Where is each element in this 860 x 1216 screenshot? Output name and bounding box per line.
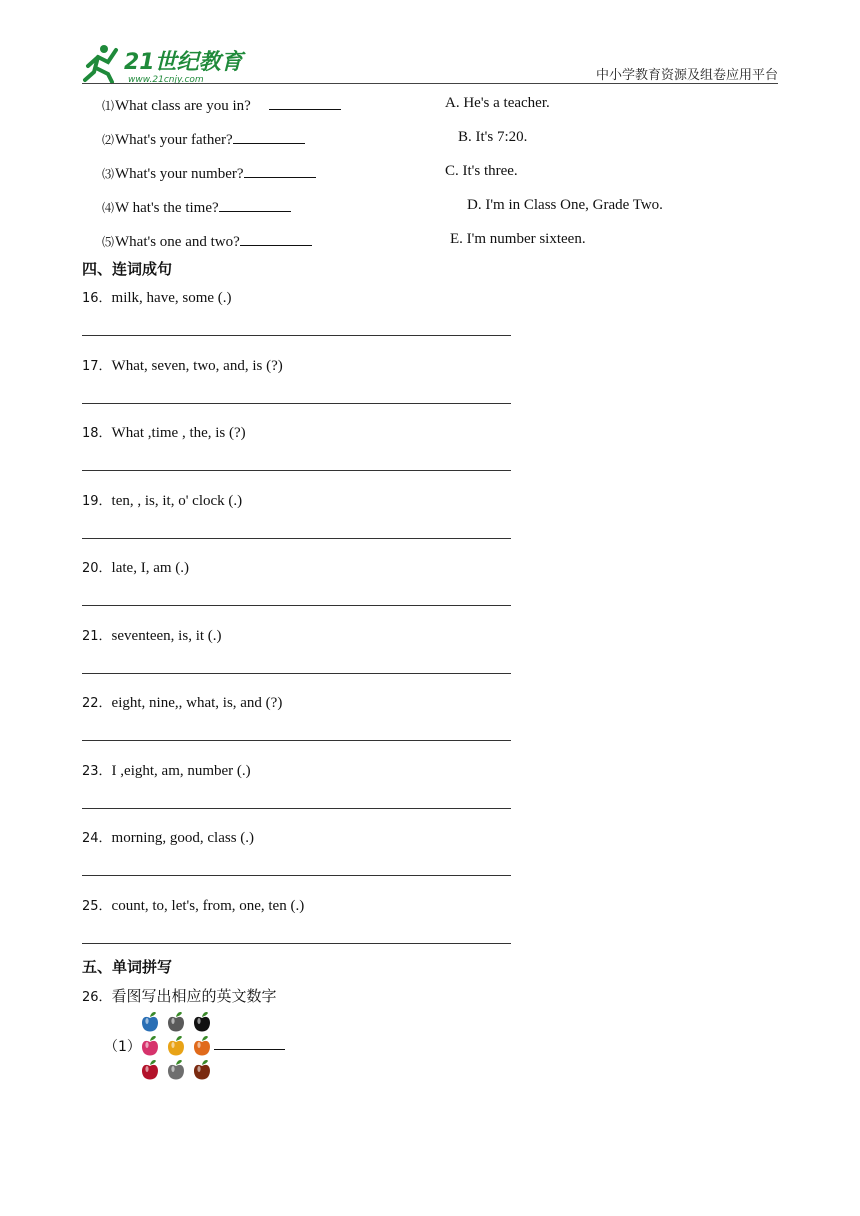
apple-icon <box>142 1060 158 1079</box>
question-19: 19．ten, , is, it, o' clock (.) <box>82 493 243 509</box>
question-18: 18．What ,time , the, is (?) <box>82 425 246 441</box>
answer-line[interactable] <box>82 605 511 606</box>
answer-blank[interactable] <box>233 129 305 144</box>
runner-icon <box>85 45 116 82</box>
answer-line[interactable] <box>82 470 511 471</box>
match-question-2: ⑵What's your father? <box>102 129 305 149</box>
apple-icon <box>168 1060 184 1079</box>
apple-icon <box>168 1012 184 1031</box>
section-title-5: 五、单词拼写 <box>82 958 173 976</box>
apple-picture-grid <box>138 1010 218 1080</box>
logo-url: www.21cnjy.com <box>128 75 204 85</box>
match-question-3: ⑶What's your number? <box>102 163 316 183</box>
answer-blank[interactable] <box>240 231 312 246</box>
answer-blank[interactable] <box>214 1035 285 1050</box>
match-answer-b: B. It's 7:20. <box>458 129 528 145</box>
answer-line[interactable] <box>82 403 511 404</box>
answer-line[interactable] <box>82 808 511 809</box>
answer-line[interactable] <box>82 673 511 674</box>
site-logo <box>82 40 252 86</box>
match-answer-a: A. He's a teacher. <box>445 95 550 111</box>
match-question-4: ⑷W hat's the time? <box>102 197 291 217</box>
question-23: 23．I ,eight, am, number (.) <box>82 763 251 779</box>
question-17: 17．What, seven, two, and, is (?) <box>82 358 283 374</box>
answer-line[interactable] <box>82 538 511 539</box>
question-26: 26．看图写出相应的英文数字 <box>82 989 277 1005</box>
sub-question-label: （1） <box>104 1039 141 1055</box>
answer-line[interactable] <box>82 740 511 741</box>
section-title-4: 四、连词成句 <box>82 260 173 278</box>
match-question-5: ⑸What's one and two? <box>102 231 312 251</box>
answer-line[interactable] <box>82 943 511 944</box>
header-divider <box>82 83 778 84</box>
question-16: 16．milk, have, some (.) <box>82 290 232 306</box>
question-22: 22．eight, nine,, what, is, and (?) <box>82 695 283 711</box>
logo-text: 21世纪教育 <box>124 50 243 75</box>
answer-blank[interactable] <box>244 163 316 178</box>
question-24: 24．morning, good, class (.) <box>82 830 255 846</box>
match-answer-d: D. I'm in Class One, Grade Two. <box>467 197 663 213</box>
answer-line[interactable] <box>82 875 511 876</box>
apple-icon <box>142 1036 158 1055</box>
apple-icon <box>194 1012 210 1031</box>
platform-name: 中小学教育资源及组卷应用平台 <box>595 68 778 83</box>
answer-blank[interactable] <box>219 197 291 212</box>
apple-icon <box>168 1036 184 1055</box>
apple-icon <box>194 1060 210 1079</box>
question-21: 21．seventeen, is, it (.) <box>82 628 222 644</box>
answer-line[interactable] <box>82 335 511 336</box>
apple-icon <box>194 1036 210 1055</box>
match-answer-c: C. It's three. <box>445 163 518 179</box>
match-question-1: ⑴What class are you in? <box>102 95 341 115</box>
apple-icon <box>142 1012 158 1031</box>
match-answer-e: E. I'm number sixteen. <box>450 231 586 247</box>
question-20: 20．late, I, am (.) <box>82 560 190 576</box>
question-25: 25．count, to, let's, from, one, ten (.) <box>82 898 305 914</box>
answer-blank[interactable] <box>269 95 341 110</box>
